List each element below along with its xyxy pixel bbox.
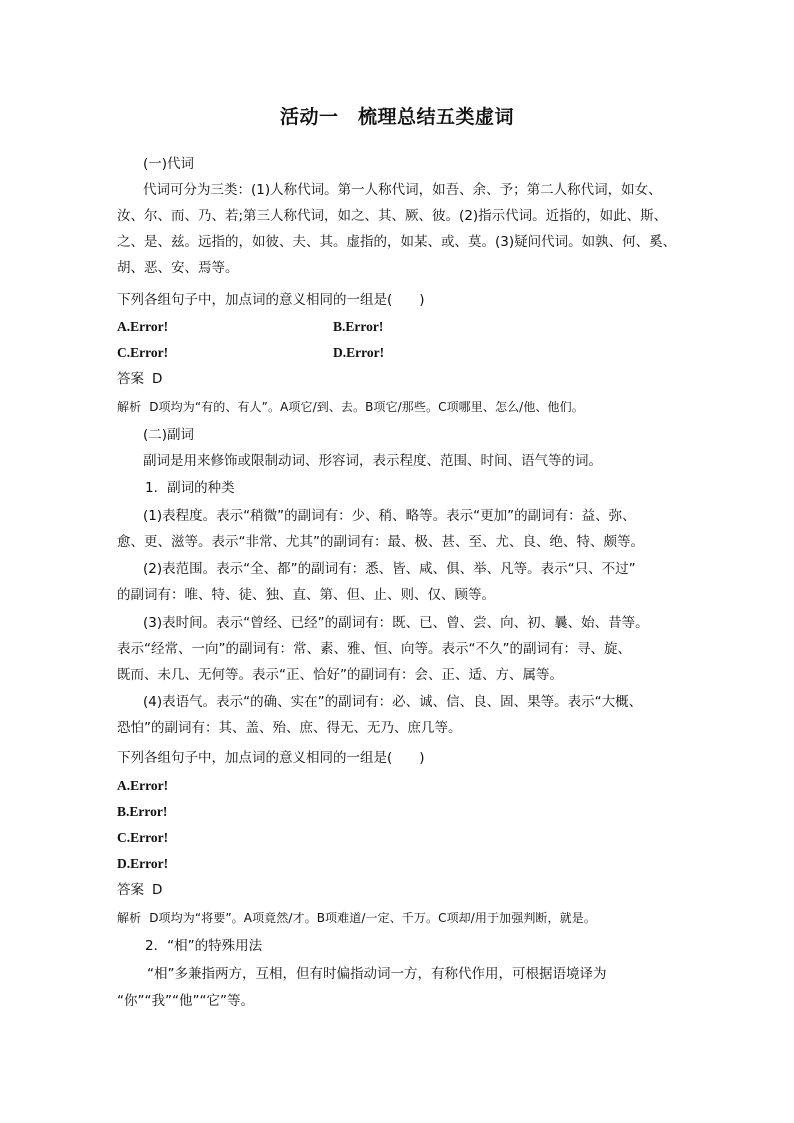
option-a: A.Error! — [117, 319, 169, 334]
analysis-text: D项均为“有的、有人”。A项它/到、去。B项它/那些。C项哪里、怎么/他、他们。 — [149, 400, 584, 414]
answer-label: 答案 — [117, 371, 144, 387]
question-prompt: 下列各组句子中，加点词的意义相同的一组是( ) — [117, 750, 425, 766]
paragraph-line: 恐怕”的副词有：其、盖、殆、庶、得无、无乃、庶几等。 — [117, 720, 462, 736]
option-b: B.Error! — [333, 319, 384, 334]
section-heading-adverbs: (二)副词 — [143, 427, 195, 443]
paragraph-line: (4)表语气。表示“的确、实在”的副词有：必、诚、信、良、固、果等。表示“大概、 — [143, 694, 643, 710]
paragraph-line: (3)表时间。表示“曾经、已经”的副词有：既、已、曾、尝、向、初、曩、始、昔等。 — [143, 615, 649, 631]
answer-label: 答案 — [117, 882, 144, 898]
paragraph-line: “相”多兼指两方，互相，但有时偏指动词一方，有称代作用，可根据语境译为 — [147, 966, 607, 982]
answer-value: D — [152, 882, 163, 898]
paragraph-line: 汝、尔、而、乃、若;第三人称代词，如之、其、厥、彼。(2)指示代词。近指的，如此、斯、 — [117, 208, 668, 224]
paragraph-line: (2)表范围。表示“全、都”的副词有：悉、皆、咸、俱、举、凡等。表示“只、不过” — [143, 561, 636, 577]
paragraph-line: 既而、未几、无何等。表示“正、恰好”的副词有：会、正、适、方、属等。 — [117, 667, 563, 683]
question-prompt: 下列各组句子中，加点词的意义相同的一组是( ) — [117, 292, 425, 308]
paragraph-line: 的副词有：唯、特、徒、独、直、第、但、止、则、仅、顾等。 — [117, 587, 495, 603]
paragraph-line: 表示“经常、一向”的副词有：常、素、雅、恒、向等。表示“不久”的副词有：寻、旋、 — [117, 641, 631, 657]
option-a: A.Error! — [117, 778, 169, 793]
option-b: B.Error! — [117, 804, 168, 819]
answer-line — [117, 881, 162, 899]
paragraph-line: (1)表程度。表示“稍微”的副词有：少、稍、略等。表示“更加”的副词有：益、弥、 — [143, 508, 636, 524]
paragraph-line: “你”“我”“他”“它”等。 — [117, 993, 254, 1009]
paragraph-line: 副词是用来修饰或限制动词、形容词，表示程度、范围、时间、语气等的词。 — [143, 453, 602, 469]
answer-line — [117, 370, 162, 388]
option-c: C.Error! — [117, 830, 169, 845]
option-d: D.Error! — [117, 856, 169, 871]
paragraph-line: 代词可分为三类：(1)人称代词。第一人称代词，如吾、余、予；第二人称代词，如女、 — [143, 182, 662, 198]
section-heading-pronouns: (一)代词 — [143, 156, 195, 172]
subheading-adverb-types: 1．副词的种类 — [145, 480, 235, 496]
analysis-label: 解析 — [117, 400, 142, 414]
paragraph-line: 之、是、兹。远指的，如彼、夫、其。虚指的，如某、或、莫。(3)疑问代词。如孰、何、奚、 — [117, 234, 677, 250]
analysis-line — [117, 909, 596, 927]
answer-value: D — [152, 371, 163, 387]
analysis-text: D项均为“将要”。A项竟然/才。B项难道/一定、千万。C项却/用于加强判断，就是。 — [149, 911, 596, 925]
subheading-xiang-usage: 2．“相”的特殊用法 — [145, 938, 263, 954]
analysis-label: 解析 — [117, 911, 142, 925]
option-c: C.Error! — [117, 345, 169, 360]
analysis-line — [117, 398, 584, 416]
paragraph-line: 愈、更、滋等。表示“非常、尤其”的副词有：最、极、甚、至、尤、良、绝、特、颇等。 — [117, 534, 644, 550]
paragraph-line: 胡、恶、安、焉等。 — [117, 260, 239, 276]
option-d: D.Error! — [333, 345, 385, 360]
page-title: 活动一 梳理总结五类虚词 — [279, 106, 514, 128]
